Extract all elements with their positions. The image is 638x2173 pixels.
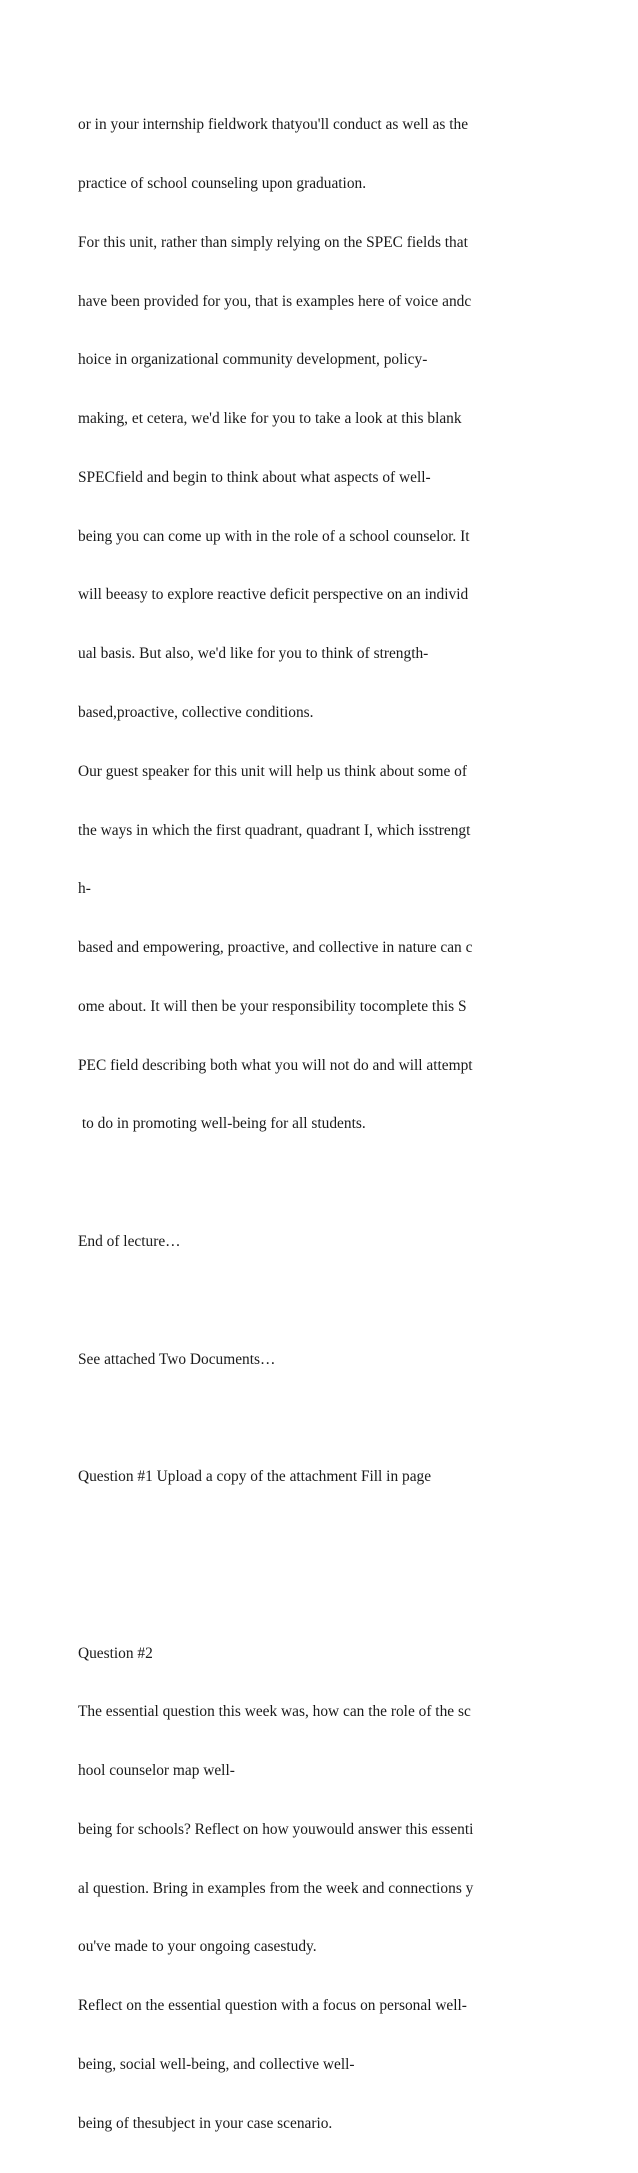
text-line: ome about. It will then be your responsibility tocomplete this S [78,997,467,1015]
text-line: being you can come up with in the role of a school counselor. It [78,527,470,545]
text-line: being, social well-being, and collective well- [78,2055,355,2073]
text-line: practice of school counseling upon graduation. [78,174,367,192]
text-line: hoice in organizational community development, policy- [78,351,428,369]
blank-line [78,1173,578,1193]
text-line: have been provided for you, that is examples here of voice andc [78,292,472,310]
text-line: based,proactive, collective conditions. [78,704,314,721]
text-line: ual basis. But also, we'd like for you to think of strength- [78,645,429,663]
blank-line [78,1526,578,1546]
text-line: The essential question this week was, how can the role of the sc [78,1703,471,1721]
text-line: being of thesubject in your case scenario. [78,2114,333,2132]
blank-line [78,1408,578,1428]
text-line: being for schools? Reflect on how youwould answer this essenti [78,1820,474,1838]
end-of-lecture-line: End of lecture… [78,1233,181,1251]
attached-documents-line: See attached Two Documents… [78,1350,276,1368]
text-line: will beeasy to explore reactive deficit perspective on an individ [78,586,469,604]
text-line: or in your internship fieldwork thatyou'll conduct as well as the [78,116,469,134]
text-line: the ways in which the first quadrant, quadrant I, which isstrengt [78,821,471,839]
text-line: Our guest speaker for this unit will help us think about some of [78,762,467,780]
text-line: al question. Bring in examples from the week and connections y [78,1879,474,1897]
document-body [78,76,578,2173]
blank-line [78,1585,578,1605]
text-line: hool counselor map well- [78,1762,235,1780]
text-line: PEC field describing both what you will not do and will attempt [78,1056,473,1074]
text-line: ou've made to your ongoing casestudy. [78,1938,317,1956]
text-line: Reflect on the essential question with a focus on personal well- [78,1997,467,2015]
text-line: to do in promoting well-being for all students. [78,1115,366,1133]
text-line: For this unit, rather than simply relying on the SPEC fields that [78,233,468,251]
text-line: based and empowering, proactive, and collective in nature can c [78,939,473,957]
question-2-heading: Question #2 [78,1644,153,1662]
text-line: h- [78,880,91,898]
text-line: SPECfield and begin to think about what aspects of well- [78,468,431,486]
blank-line [78,1291,578,1311]
question-1-line: Question #1 Upload a copy of the attachment Fill in page [78,1468,432,1486]
text-line: making, et cetera, we'd like for you to take a look at this blank [78,410,462,428]
